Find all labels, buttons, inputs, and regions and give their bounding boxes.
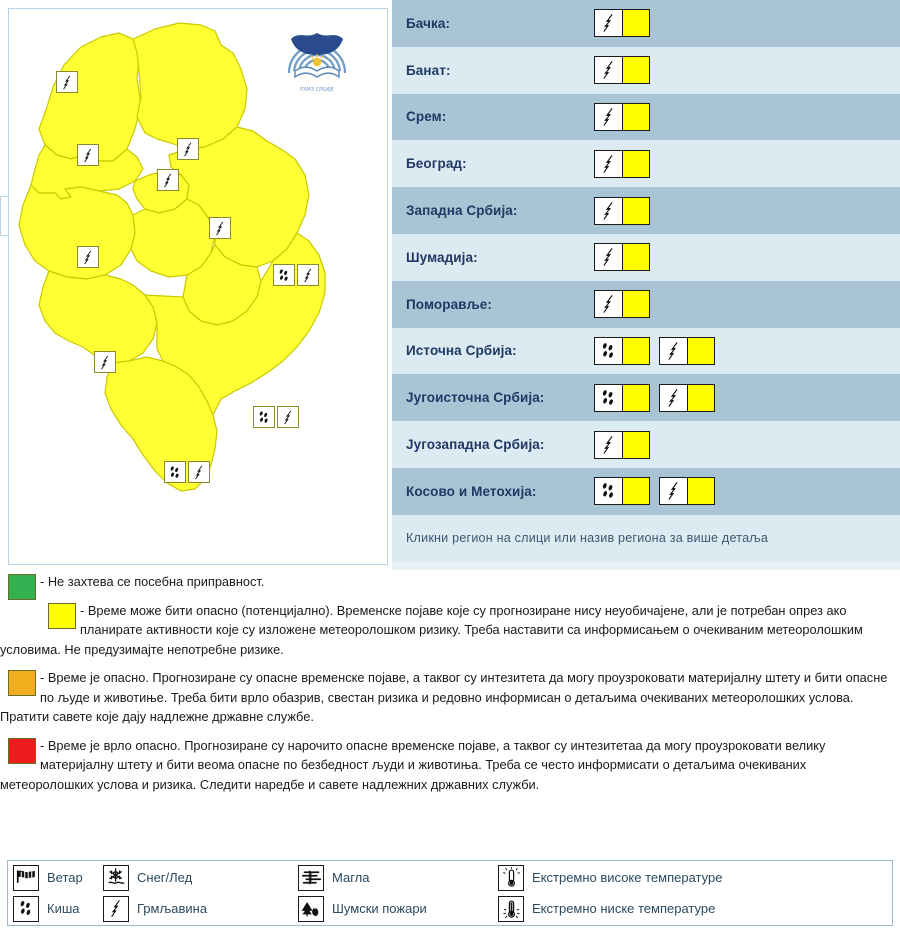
region-name-label[interactable]: Источна Србија: [406,343,517,359]
badge-glyph-cell [595,432,623,458]
region-row[interactable] [392,468,900,515]
level-color-swatch [8,738,36,764]
region-warning-badges [594,384,715,412]
wind-icon [16,867,37,888]
warning-badge-thunder[interactable] [594,197,650,225]
level-description: - Време је опасно. Прогнозиране су опасне временске појаве, а таквог су интезитета да могу проузроковати материјалну штету и бити опасне по људе и животиње. Треба бити врло обазрив, свестан ризика и редовно информисан о детаљима очекиваних метеоролошких услова. Пратити савете које дају надлежне државне службе. [0,670,888,724]
region-warning-badges [594,103,650,131]
rain-icon [167,464,184,481]
region-name-label[interactable]: Југоисточна Србија: [406,390,545,406]
icon-key-cell [8,865,103,891]
region-row[interactable] [392,94,900,141]
map-marker-thunder[interactable] [277,406,299,428]
thunder-icon [598,200,620,222]
badge-glyph-cell [595,338,623,364]
map-marker-thunder[interactable] [56,71,78,93]
phenomena-icon-key [7,860,893,926]
thunder-icon [300,267,317,284]
map-marker[interactable] [77,246,99,268]
badge-level-color [623,244,649,270]
thunder-icon [97,354,114,371]
icon-key-label: Снег/Лед [137,870,193,885]
badge-glyph-cell [595,57,623,83]
badge-level-color [623,57,649,83]
badge-glyph-cell [595,385,623,411]
badge-level-color [623,151,649,177]
warning-badge-thunder[interactable] [659,337,715,365]
thunder-icon [598,293,620,315]
logo-sun [313,58,321,66]
region-warning-badges [594,243,650,271]
badge-level-color [688,478,714,504]
region-warning-badges [594,431,650,459]
badge-glyph-cell [660,338,688,364]
badge-glyph-cell [595,151,623,177]
map-marker[interactable] [157,169,179,191]
region-warning-badges [594,290,650,318]
warning-badge-thunder[interactable] [659,384,715,412]
map-hint-text: Кликни регион на слици или назив региона за више детаља [406,530,769,545]
map-hint-row [392,515,900,561]
level-color-swatch [8,574,36,600]
badge-glyph-cell [595,104,623,130]
warning-level-item [0,572,900,592]
map-marker-rain[interactable] [273,264,295,286]
rain-icon [16,898,37,919]
map-marker[interactable] [209,217,231,239]
warning-badge-thunder[interactable] [594,431,650,459]
serbia-map-panel[interactable] [8,8,388,565]
rain-icon [598,387,620,409]
badge-glyph-cell [595,291,623,317]
badge-glyph-cell [595,10,623,36]
icon-key-cell [498,865,878,891]
map-region-backa [39,33,141,161]
badge-glyph-cell [595,478,623,504]
temp-high-icon [501,867,522,888]
thunder-icon [598,12,620,34]
warning-badge-thunder[interactable] [594,9,650,37]
warning-badge-thunder[interactable] [594,150,650,178]
region-row[interactable] [392,281,900,328]
region-warning-badges [594,477,715,505]
warning-level-item [0,736,900,795]
thunder-icon [663,340,685,362]
map-marker-thunder[interactable] [209,217,231,239]
badge-glyph-cell [595,244,623,270]
temp-low-icon [501,898,522,919]
warning-badge-thunder[interactable] [594,103,650,131]
badge-level-color [623,198,649,224]
map-marker[interactable] [273,264,319,286]
icon-key-cell [103,865,298,891]
icon-key-box-wind [13,865,39,891]
thunder-icon [598,153,620,175]
thunder-icon [663,387,685,409]
level-color-swatch [48,603,76,629]
region-name-label[interactable]: Бачка: [406,15,451,31]
badge-level-color [623,291,649,317]
region-warning-badges [594,197,650,225]
icon-key-row-1 [8,862,892,893]
level-description: - Време може бити опасно (потенцијално). Временске појаве које су прогнозиране нису неуобичајене, али је потребан опрез ако планирате активности које су изложене метеоролошком ризику. Треба наставити са информисањем о очекиваним метеоролошким условима. Не предузимајте непотребне ризике. [0,602,863,657]
map-marker-thunder[interactable] [77,246,99,268]
icon-key-cell [8,896,103,922]
badge-level-color [623,104,649,130]
warning-badge-rain[interactable] [594,337,650,365]
icon-key-label: Ветар [47,870,83,885]
icon-key-cell [298,896,498,922]
icon-key-box-snow-ice [103,865,129,891]
forest-fire-icon [301,898,322,919]
badge-level-color [623,385,649,411]
map-marker[interactable] [56,71,78,93]
region-name-label[interactable]: Срем: [406,109,447,125]
badge-level-color [688,338,714,364]
warning-badge-thunder[interactable] [594,243,650,271]
map-marker[interactable] [177,138,199,160]
region-row[interactable] [392,47,900,94]
map-marker-rain[interactable] [164,461,186,483]
region-row[interactable] [392,328,900,375]
region-name-label[interactable]: Југозападна Србија: [406,437,545,453]
badge-glyph-cell [595,198,623,224]
thunder-icon [160,172,177,189]
map-marker[interactable] [253,406,299,428]
thunder-icon [59,74,76,91]
region-name-label[interactable]: Шумадија: [406,249,478,265]
icon-key-cell [103,896,298,922]
region-row[interactable] [392,374,900,421]
warning-badge-rain[interactable] [594,477,650,505]
region-warning-list [392,0,900,570]
rain-icon [598,480,620,502]
region-row[interactable] [392,421,900,468]
thunder-icon [598,59,620,81]
region-name-label[interactable]: Банат: [406,62,451,78]
map-marker[interactable] [77,144,99,166]
icon-key-box-temp-high [498,865,524,891]
warning-level-item [0,601,900,660]
level-color-swatch [8,670,36,696]
thunder-icon [598,246,620,268]
region-row[interactable] [392,234,900,281]
map-marker[interactable] [164,461,210,483]
warning-badge-rain[interactable] [594,384,650,412]
map-marker-thunder[interactable] [77,144,99,166]
region-warning-badges [594,150,650,178]
badge-level-color [623,478,649,504]
map-marker-thunder[interactable] [297,264,319,286]
warning-badge-thunder[interactable] [659,477,715,505]
map-marker-thunder[interactable] [94,351,116,373]
icon-key-box-fog [298,865,324,891]
region-warning-badges [594,337,715,365]
map-marker[interactable] [94,351,116,373]
region-row[interactable] [392,187,900,234]
map-marker-thunder[interactable] [157,169,179,191]
region-warning-badges [594,56,650,84]
thunder-icon [80,249,97,266]
warning-level-item [0,668,900,727]
icon-key-cell [298,865,498,891]
icon-key-box-rain [13,896,39,922]
thunder-icon [212,220,229,237]
icon-key-cell [498,896,878,922]
thunder-icon [191,464,208,481]
thunder-icon [663,480,685,502]
snow-ice-icon [106,867,127,888]
region-name-label[interactable]: Поморавље: [406,296,492,312]
icon-key-label: Магла [332,870,370,885]
region-row[interactable] [392,140,900,187]
badge-level-color [623,338,649,364]
warning-badge-thunder[interactable] [594,290,650,318]
icon-key-row-2 [8,893,892,924]
badge-level-color [623,432,649,458]
region-name-label[interactable]: Косово и Метохија: [406,483,537,499]
rain-icon [276,267,293,284]
rhmz-logo [281,21,353,101]
map-region-banat [133,23,247,149]
region-row[interactable] [392,0,900,47]
warning-level-legend [0,572,900,803]
fog-icon [301,867,322,888]
badge-glyph-cell [660,385,688,411]
icon-key-box-temp-low [498,896,524,922]
thunder-icon [180,141,197,158]
icon-key-box-forest-fire [298,896,324,922]
rain-icon [598,340,620,362]
thunder-icon [280,409,297,426]
thunder-icon [598,434,620,456]
icon-key-label: Киша [47,901,80,916]
level-description: - Време је врло опасно. Прогнозиране су нарочито опасне временске појаве, а таквог су интезитетаа да могу проузроковати велику материјалну штету и бити веома опасне по безбедност људи и животиња. Треба се често информисати о детаљима очекиваних метеоролошких услова и ризика. Следити наредбе и савете надлежних државних служби. [0,737,826,792]
warning-badge-thunder[interactable] [594,56,650,84]
rain-icon [256,409,273,426]
level-description: - Не захтева се посебна приправност. [40,574,265,589]
thunder-icon [80,147,97,164]
region-name-label[interactable]: Западна Србија: [406,203,518,219]
icon-key-label: Екстремно високе температуре [532,870,723,885]
icon-key-label: Грмљавина [137,901,208,916]
region-warning-badges [594,9,650,37]
map-region-jugozapadna-srbija [39,271,157,363]
map-marker-thunder[interactable] [188,461,210,483]
map-marker-thunder[interactable] [177,138,199,160]
thunder-icon [598,106,620,128]
icon-key-label: Екстремно ниске температуре [532,901,716,916]
icon-key-label: Шумски пожари [332,901,427,916]
map-marker-rain[interactable] [253,406,275,428]
logo-caption: РХМЗ СРБИЈЕ [300,87,334,93]
icon-key-box-thunder [103,896,129,922]
badge-glyph-cell [660,478,688,504]
thunder-icon [106,898,127,919]
badge-level-color [623,10,649,36]
region-name-label[interactable]: Београд: [406,156,467,172]
badge-level-color [688,385,714,411]
